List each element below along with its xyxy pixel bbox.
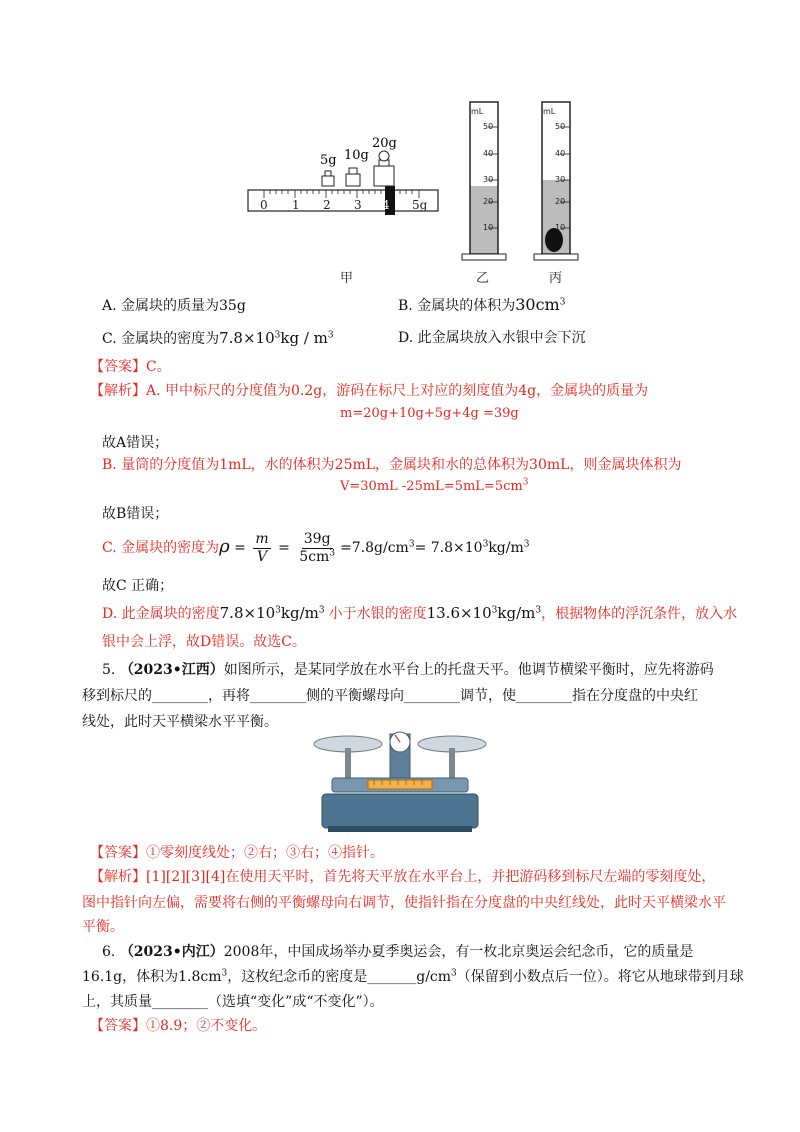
q4-option-c-text: C. 金属块的密度为 [102, 331, 220, 347]
ruler-tick-1: 1 [292, 198, 300, 212]
cylinder-water [462, 102, 506, 260]
q4-frac-5cm-text: 5cm [299, 548, 330, 565]
q5-text-line2: 移到标尺的________，再将________侧的平衡螺母向________调节，使________指在分度盘的中央红 [82, 688, 698, 704]
q6-answer [90, 1016, 266, 1036]
q5-text-line1 [102, 660, 714, 680]
q6-text-line3: 上，其质量________（选填“变化”成“不变化”）。 [82, 994, 384, 1010]
balance-illustration [310, 730, 490, 835]
q5-text1: 如图所示，是某同学放在水平台上的托盘天平。他调节横梁平衡时，应先将游码 [223, 662, 714, 678]
q4-option-c: C. 金属块的密度为$7.8\times 10^3kg / m^3$ [102, 329, 334, 347]
cyl1-tick-20: 20 [483, 197, 494, 206]
q4-c-right: 故C 正确； [102, 578, 174, 594]
q4-analysis-a [90, 381, 648, 401]
q4-analysis-b: B. 量筒的分度值为1mL，水的体积为25mL，金属块和水的总体积为30mL，则金属块体积为 [102, 457, 682, 473]
q6-text-line1 [102, 942, 693, 962]
cyl2-tick-10: 10 [555, 223, 566, 232]
q4-analysis-d: D. 此金属块的密度$7.8\times 10^3kg/m^3$ 小于水银的密度$13.6\times 10^3kg/m^3$，根据物体的浮沉条件，放入水 [102, 604, 738, 622]
weight-label-5g: 5g [320, 153, 337, 168]
q4-d-unit1: kg/m [280, 604, 319, 622]
q6-source: （2023•内江） [119, 944, 224, 960]
cyl1-tick-30: 30 [483, 175, 494, 184]
q4-d-val2: 13.6×10 [426, 604, 492, 622]
figure-label-yi: 乙 [476, 271, 490, 286]
q6-number: 6. [102, 944, 116, 960]
q4-rho-result-unit: kg/m [488, 540, 524, 556]
q6-text1: 2008年，中国成场举办夏季奥运会，有一枚北京奥运会纪念币，它的质量是 [223, 944, 694, 960]
q4-b-wrong: 故B错误； [102, 506, 169, 522]
q6-text2-tail: （保留到小数点后一位）。将它从地球带到月球 [456, 969, 744, 985]
q4-answer-text: C。 [146, 359, 171, 375]
cyl2-tick-30: 30 [555, 175, 566, 184]
q5-answer-text: ①零刻度线处；②右；③右；④指针。 [146, 845, 384, 861]
q4-frac-39g: 39g [303, 530, 331, 547]
q4-d-val1: 7.8×10 [219, 604, 276, 622]
q5-analysis-line1 [90, 867, 715, 887]
weights [320, 136, 397, 186]
cyl1-tick-10: 10 [483, 223, 494, 232]
q4-rho-result: =7.8g/cm [340, 540, 409, 556]
q4-frac-v: V [256, 548, 268, 565]
weight-label-20g: 20g [372, 136, 397, 151]
q4-option-c-value: 7.8×10 [219, 329, 275, 347]
q4-rho-symbol: ρ [219, 536, 230, 557]
q6-answer-tag: 【答案】 [90, 1018, 146, 1034]
q4-analysis-d-text: D. 此金属块的密度 [102, 606, 220, 622]
q5-analysis-line2: 图中指针向左偏，需要将右侧的平衡螺母向右调节，使指针指在分度盘的中央红线处，此时天平横梁水平 [82, 895, 726, 911]
q4-analysis-c-text: C. 金属块的密度为 [102, 540, 220, 556]
q6-text2-pre: 16.1g，体积为1.8cm [82, 969, 222, 985]
figure-label-jia: 甲 [340, 271, 354, 286]
q5-analysis-tag: 【解析】 [90, 869, 146, 885]
weight-20g [372, 136, 397, 186]
q5-source: （2023•江西） [119, 662, 224, 678]
q5-analysis-line3: 平衡。 [82, 919, 124, 935]
q4-analysis-tag: 【解析】 [90, 383, 146, 399]
cylinder-water-metal [534, 102, 578, 260]
cyl2-unit: mL [543, 107, 556, 116]
q6-text2-post: ，这枚纪念币的密度是_______g/cm [227, 969, 452, 985]
q4-option-c-unit: kg / m [280, 329, 328, 347]
weight-5g [320, 153, 337, 186]
ruler-tick-3: 3 [354, 198, 362, 212]
q4-a-wrong: 故A错误； [102, 435, 169, 451]
q4-answer [90, 357, 171, 377]
q6-text-line2: 16.1g，体积为$1.8cm^3$，这枚纪念币的密度是$\_\_\_\_\_\_\_g/cm^3$（保留到小数点后一位）。将它从地球带到月球 [82, 968, 744, 985]
q4-formula-volume: V=30mL $-25mL=5mL=5cm^3$ [340, 477, 529, 494]
cyl1-tick-50: 50 [483, 122, 494, 131]
cyl2-tick-20: 20 [555, 197, 566, 206]
cyl1-tick-40: 40 [483, 149, 494, 158]
q4-frac-5cm: $5cm^3$ [299, 547, 336, 565]
cyl2-tick-50: 50 [555, 122, 566, 131]
q4-option-b-text: B. 金属块的体积为 [398, 298, 516, 314]
q4-frac-values [297, 531, 337, 566]
weight-label-10g: 10g [344, 148, 369, 163]
q4-option-b: B. 金属块的体积为$30cm^3$ [398, 295, 566, 314]
q5-answer-tag: 【答案】 [90, 845, 146, 861]
q4-d-line2: 银中会上浮，故D错误。故选C。 [102, 634, 306, 650]
q4-d-post: ，根据物体的浮沉条件，放入水 [541, 606, 738, 622]
q6-answer-text: ①8.9；②不变化。 [146, 1018, 267, 1034]
q4-analysis-a-text: A. 甲中标尺的分度值为0.2g，游码在标尺上对应的刻度值为4g，金属块的质量为 [146, 383, 649, 399]
q4-answer-tag: 【答案】 [90, 359, 146, 375]
q4-formula-volume-text: V=30mL -25mL=5mL=5cm [340, 479, 523, 494]
q4-option-a: A. 金属块的质量为35g [102, 298, 246, 314]
ruler-tick-0: 0 [260, 198, 268, 212]
balance-ruler [248, 186, 438, 215]
figure-svg [240, 90, 600, 290]
ruler-tick-4: 4 [382, 198, 390, 212]
q4-d-unit2: kg/m [497, 604, 536, 622]
q5-number: 5. [102, 662, 116, 678]
q5-answer [90, 843, 384, 863]
weight-10g [344, 148, 369, 186]
figure-label-bing: 丙 [549, 271, 563, 286]
q4-analysis-c: C. 金属块的密度为ρ = $\frac{m}{V}$ = $\frac{39g}{5cm^3}$ $=7.8g/cm^3= 7.8\times 10^3kg/m^3$ [102, 530, 530, 565]
q4-option-b-value: 30cm [515, 295, 560, 314]
cyl1-unit: mL [471, 107, 484, 116]
q4-frac-m: m [255, 530, 269, 547]
q4-d-mid: 小于水银的密度 [328, 606, 427, 622]
q5-analysis1: [1][2][3][4]在使用天平时，首先将天平放在水平台上，并把游码移到标尺左端的零刻度处， [146, 869, 716, 885]
q4-rho-result2: = 7.8×10 [414, 540, 483, 556]
figure-mass-volume [240, 90, 600, 290]
q5-text-line3: 线处，此时天平横梁水平平衡。 [82, 714, 278, 730]
ruler-tick-2: 2 [323, 198, 331, 212]
q4-option-d: D. 此金属块放入水银中会下沉 [398, 330, 586, 346]
q4-formula-mass: m=20g+10g+5g+4g =39g [340, 406, 519, 421]
ruler-tick-5: 5g [412, 198, 428, 212]
q4-frac-m-over-v [253, 531, 270, 566]
cyl2-tick-40: 40 [555, 149, 566, 158]
